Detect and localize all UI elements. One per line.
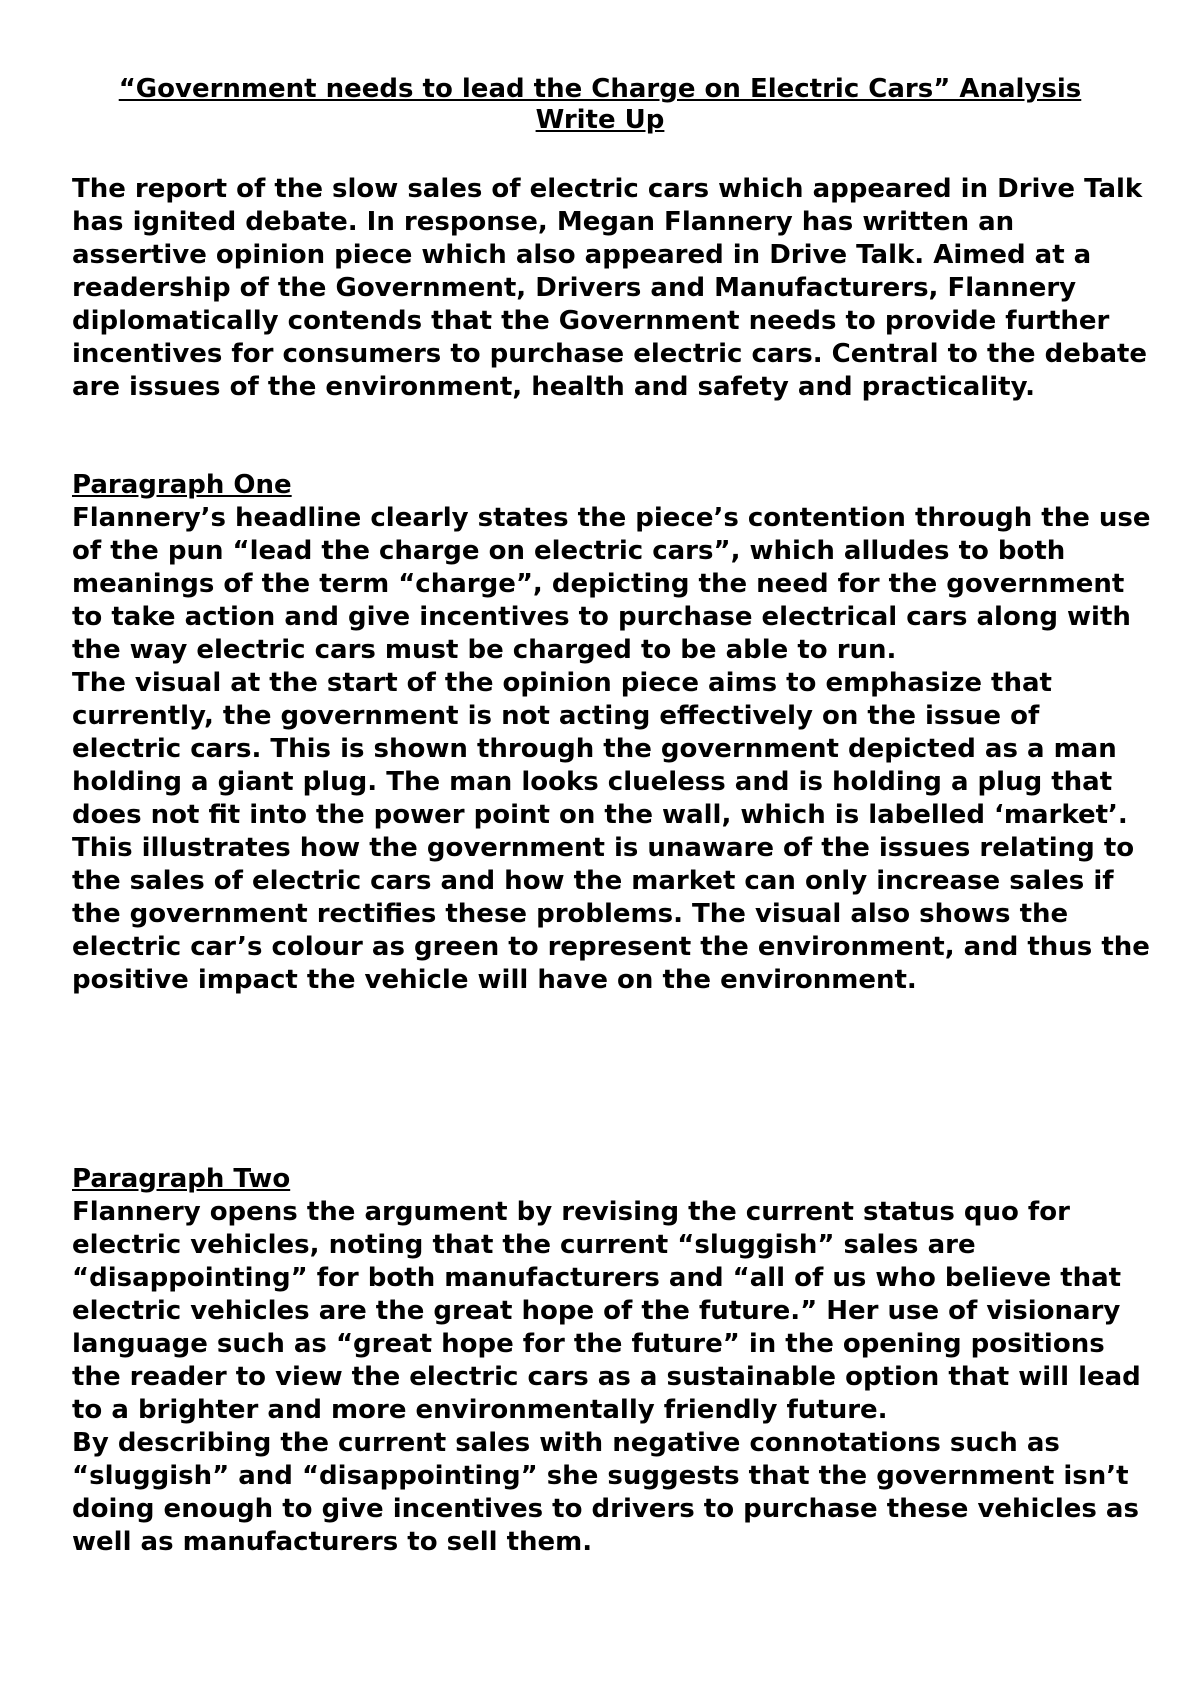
section-heading: Paragraph One	[72, 470, 292, 500]
section-paragraph-two	[72, 1163, 1152, 1559]
section-heading: Paragraph Two	[72, 1164, 291, 1194]
section-paragraph-one	[72, 469, 1152, 997]
body-paragraph: By describing the current sales with negative connotations such as “sluggish” and “disappointing” she suggests that the government isn’t doing enough to give incentives to drivers to purchase these vehicles as well as manufacturers to sell them.	[72, 1428, 1139, 1557]
body-paragraph: Flannery opens the argument by revising the current status quo for electric vehicles, noting that the current “sluggish” sales are “disappointing” for both manufacturers and “all of us who believe that electric vehicles are the great hope of the future.” Her use of visionary language such as “great hope for the future” in the opening positions the reader to view the electric cars as a sustainable option that will lead to a brighter and more environmentally friendly future.	[72, 1197, 1141, 1425]
body-paragraph: The visual at the start of the opinion piece aims to emphasize that currently, the government is not acting effectively on the issue of electric cars. This is shown through the government depicted as a man holding a giant plug. The man looks clueless and is holding a plug that does not fit into the power point on the wall, which is labelled ‘market’. This illustrates how the government is unaware of the issues relating to the sales of electric cars and how the market can only increase sales if the government rectifies these problems. The visual also shows the electric car’s colour as green to represent the environment, and thus the positive impact the vehicle will have on the environment.	[72, 668, 1150, 995]
intro-paragraph: The report of the slow sales of electric cars which appeared in Drive Talk has ignited debate. In response, Megan Flannery has written an assertive opinion piece which also appeared in Drive Talk. Aimed at a readership of the Government, Drivers and Manufacturers, Flannery diplomatically contends that the Government needs to provide further incentives for consumers to purchase electric cars. Central to the debate are issues of the environment, health and safety and practicality.	[72, 174, 1148, 402]
document-title: “Government needs to lead the Charge on Electric Cars” Analysis Write Up	[118, 74, 1082, 135]
body-paragraph: Flannery’s headline clearly states the piece’s contention through the use of the pun “lead the charge on electric cars”, which alludes to both meanings of the term “charge”, depicting the need for the government to take action and give incentives to purchase electrical cars along with the way electric cars must be charged to be able to run.	[72, 503, 1151, 665]
